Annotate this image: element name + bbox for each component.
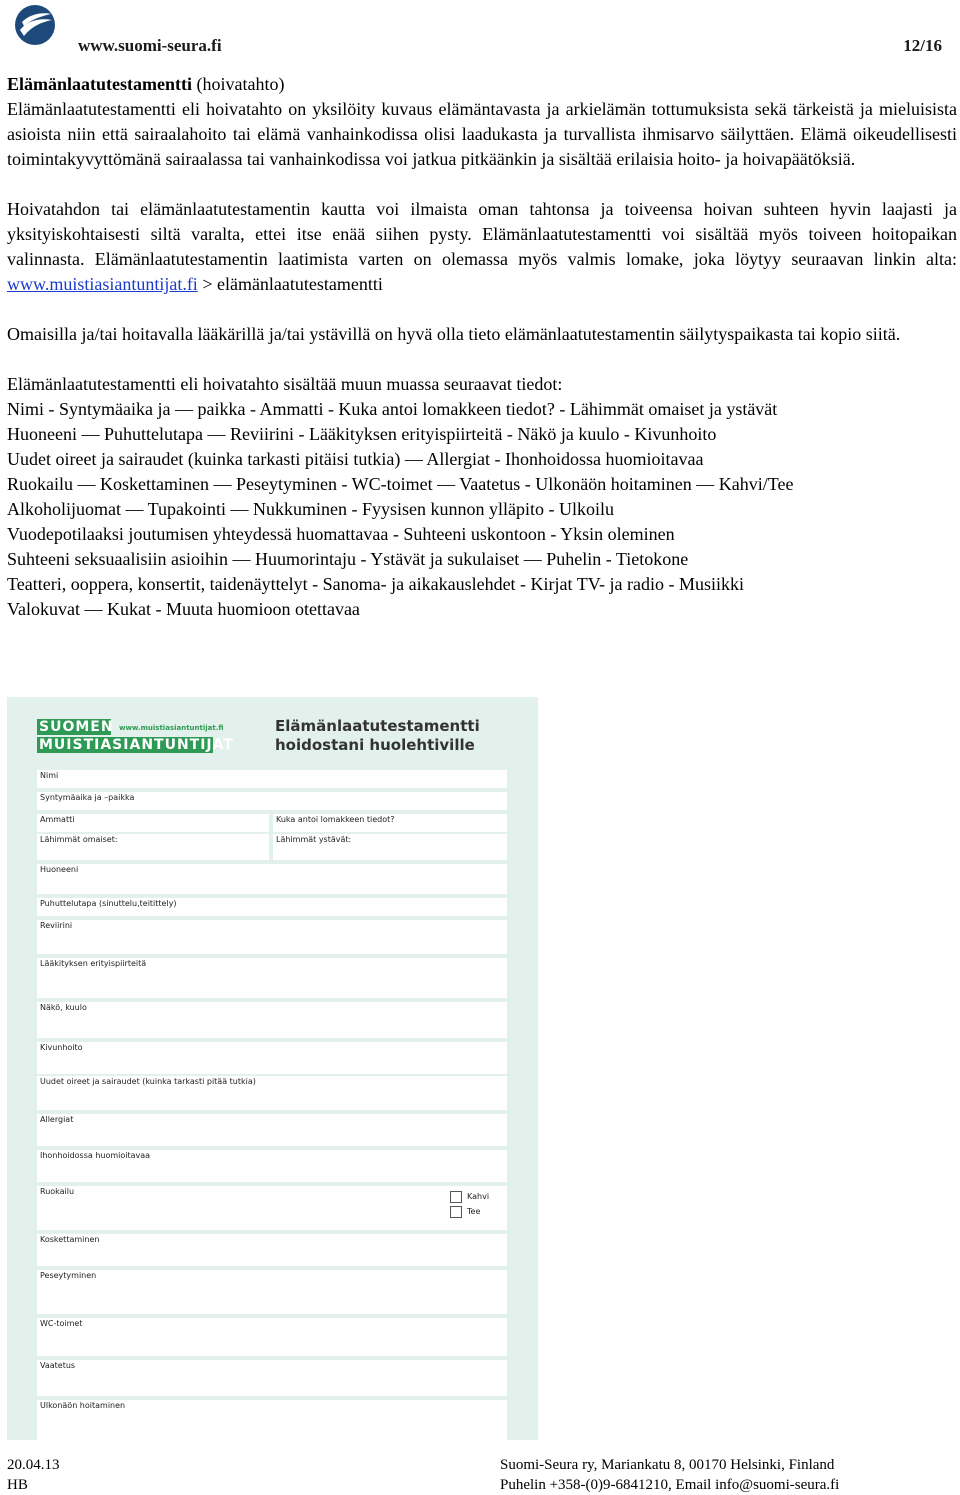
footer-address: Suomi-Seura ry, Mariankatu 8, 00170 Helsinki, Finland (500, 1457, 835, 1473)
footer-contact: Puhelin +358-(0)9-6841210, Email info@suomi-seura.fi (500, 1477, 840, 1493)
field-ihonhoito[interactable]: Ihonhoidossa huomioitavaa (37, 1150, 507, 1182)
form-image (7, 697, 538, 1440)
list-line: Nimi - Syntymäaika ja — paikka - Ammatti - Kuka antoi lomakkeen tiedot? - Lähimmät omaiset ja ystävät (7, 399, 778, 419)
field-ystavat[interactable]: Lähimmät ystävät: (273, 834, 507, 860)
list-intro: Elämänlaatutestamentti eli hoivatahto sisältää muun muassa seuraavat tiedot: (7, 374, 563, 394)
list-line: Huoneeni — Puhuttelutapa — Reviirini - Lääkityksen erityispiirteitä - Näkö ja kuulo - Kivunhoito (7, 424, 717, 444)
muistiasiantuntijat-link[interactable]: www.muistiasiantuntijat.fi (7, 274, 198, 294)
kahvi-checkbox[interactable] (450, 1191, 462, 1203)
list-line: Uudet oireet ja sairaudet (kuinka tarkasti pitäisi tutkia) — Allergiat - Ihonhoidossa huomioitavaa (7, 449, 704, 469)
field-nimi[interactable]: Nimi (37, 770, 507, 788)
field-laakitys[interactable]: Lääkityksen erityispiirteitä (37, 958, 507, 998)
field-ammatti[interactable]: Ammatti (37, 814, 269, 832)
form-title: Elämänlaatutestamentti hoidostani huolehtiville (275, 717, 480, 754)
footer-date: 20.04.13 (7, 1457, 60, 1473)
brand-line-1: SUOMEN (39, 719, 114, 735)
paragraph-storage: Omaisilla ja/tai hoitavalla lääkärillä ja/tai ystävillä on hyvä olla tieto elämänlaatutestamentin säilytyspaikasta tai kopio siitä. (7, 324, 901, 344)
field-reviirini[interactable]: Reviirini (37, 920, 507, 954)
tee-checkbox[interactable] (450, 1206, 462, 1218)
page-number: 12/16 (903, 36, 942, 55)
suomi-seura-logo-icon (14, 4, 56, 46)
field-kivunhoito[interactable]: Kivunhoito (37, 1042, 507, 1074)
kahvi-label: Kahvi (467, 1192, 490, 1201)
list-line: Suhteeni seksuaalisiin asioihin — Huumorintaju - Ystävät ja sukulaiset — Puhelin - Tietokone (7, 549, 689, 569)
field-wc[interactable]: WC-toimet (37, 1318, 507, 1356)
field-huoneeni[interactable]: Huoneeni (37, 864, 507, 894)
field-ruokailu[interactable]: Ruokailu Kahvi Tee (37, 1186, 507, 1230)
field-peseytyminen[interactable]: Peseytyminen (37, 1270, 507, 1314)
page-footer (0, 1455, 960, 1495)
list-line: Teatteri, ooppera, konsertit, taidenäyttelyt - Sanoma- ja aikakauslehdet - Kirjat TV- ja radio - Musiikki (7, 574, 745, 594)
field-syntymaaika[interactable]: Syntymäaika ja –paikka (37, 792, 507, 810)
field-kuka[interactable]: Kuka antoi lomakkeen tiedot? (273, 814, 507, 832)
list-line: Vuodepotilaaksi joutumisen yhteydessä huomattavaa - Suhteeni uskontoon - Yksin oleminen (7, 524, 675, 544)
paragraph-form-info: Hoivatahdon tai elämänlaatutestamentin kautta voi ilmaista oman tahtonsa ja toiveensa hoivan suhteen hyvin laajasti ja yksityiskohtaisesti siltä varalta, ettei itse enää siihen pysty. Elämänlaatutestamentti voi sisältää myös toiveen hoitopaikan valinnasta. Elämänlaatutestamentin laatimista varten on olemassa myös valmis lomake, joka löytyy seuraavan linkin alta: www.muistiasiantuntijat.fi > elämänlaatutestamentti (7, 199, 957, 294)
field-allergiat[interactable]: Allergiat (37, 1114, 507, 1146)
page-header (0, 0, 960, 60)
section-title: Elämänlaatutestamentti (hoivatahto) (7, 74, 285, 94)
field-nako[interactable]: Näkö, kuulo (37, 1002, 507, 1038)
field-oireet[interactable]: Uudet oireet ja sairaudet (kuinka tarkasti pitää tutkia) (37, 1076, 507, 1110)
main-content (7, 72, 957, 622)
field-omaiset[interactable]: Lähimmät omaiset: (37, 834, 269, 860)
footer-initials: HB (7, 1477, 28, 1493)
tee-label: Tee (467, 1207, 481, 1216)
field-vaatetus[interactable]: Vaatetus (37, 1360, 507, 1396)
field-koskettaminen[interactable]: Koskettaminen (37, 1234, 507, 1266)
field-ulkonaon[interactable]: Ulkonäön hoitaminen (37, 1400, 507, 1440)
list-line: Alkoholijuomat — Tupakointi — Nukkuminen - Fyysisen kunnon ylläpito - Ulkoilu (7, 499, 615, 519)
field-puhuttelutapa[interactable]: Puhuttelutapa (sinuttelu,teitittely) (37, 898, 507, 916)
brand-line-2: MUISTIASIANTUNTIJAT (39, 737, 234, 753)
list-line: Ruokailu — Koskettaminen — Peseytyminen - WC-toimet — Vaatetus - Ulkonäön hoitaminen — Kahvi/Tee (7, 474, 794, 494)
form-url: www.muistiasiantuntijat.fi (119, 724, 224, 732)
site-url[interactable]: www.suomi-seura.fi (78, 36, 222, 55)
list-line: Valokuvat — Kukat - Muuta huomioon otettavaa (7, 599, 360, 619)
paragraph-intro: Elämänlaatutestamentti eli hoivatahto on yksilöity kuvaus elämäntavasta ja arkielämän tottumuksista sekä tärkeistä ja mieluisista asioista niin että sairaalahoito tai elämä vanhainkodissa olisi laadukasta ja turvallista ihmisarvo säilyttäen. Elämä oikeudellisesti toimintakyvyttömänä sairaalassa tai vanhainkodissa voi jatkua pitkäänkin ja sisältää erilaisia hoito- ja hoivapäätöksiä. (7, 99, 957, 169)
